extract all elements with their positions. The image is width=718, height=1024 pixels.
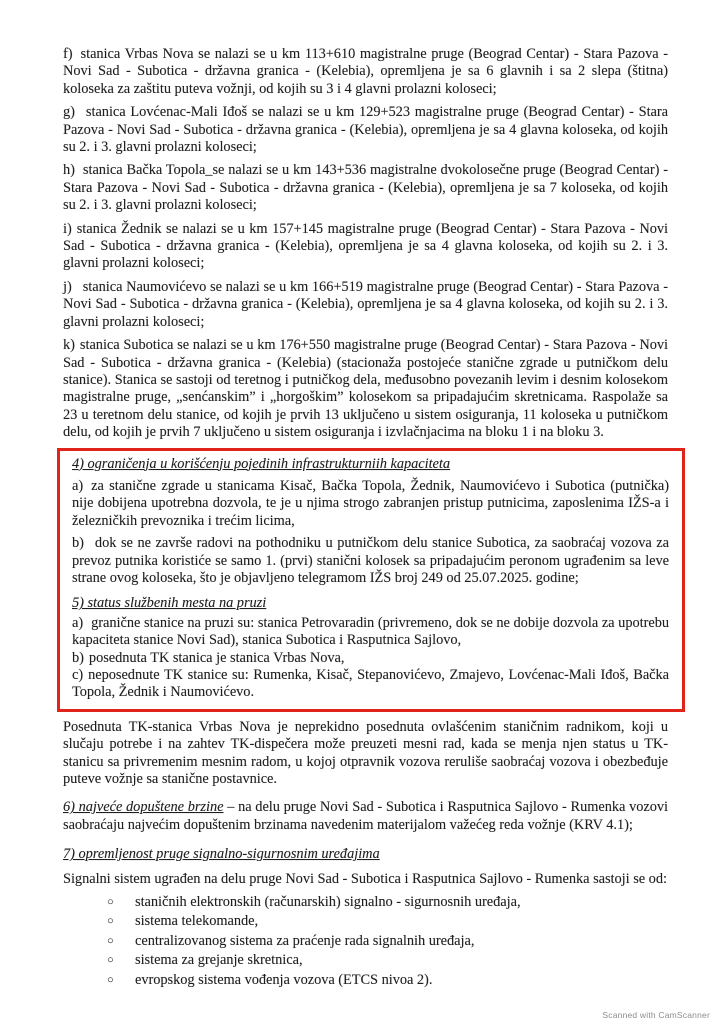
list-item-text: staničnih elektronskih (računarskih) signalno - sigurnosnih uređaja,	[135, 894, 521, 911]
item-label: a)	[72, 477, 84, 494]
camscanner-watermark: Scanned with CamScanner	[602, 1010, 710, 1020]
list-item-text: evropskog sistema vođenja vozova (ETCS nivoa 2).	[135, 971, 433, 988]
section4-item-a	[72, 478, 669, 530]
list-item	[107, 933, 668, 950]
section5-item-b	[72, 650, 669, 667]
list-item	[107, 894, 668, 911]
circle-bullet-icon: ○	[107, 896, 114, 909]
item-label: k)	[63, 337, 75, 354]
station-paragraph-text: stanica Naumovićevo se nalazi se u km 166+519 magistralne pruge (Beograd Centar) - Stara Pazova - Novi Sad - Subotica - državna granica - (Kelebia), opremljena je sa 4 glavna koloseka, od kojih su 2. i 3. glavni prolazni koloseci;	[63, 278, 668, 330]
section4-item-b	[72, 535, 669, 587]
station-paragraph-text: stanica Žednik se nalazi se u km 157+145 magistralne pruge (Beograd Centar) - Stara Pazova - Novi Sad - Subotica - državna granica - (Kelebia), opremljena je sa 4 glavna koloseka, od kojih su 2. i 3. glavni prolazni koloseci;	[63, 220, 668, 272]
section6-text: – na delu pruge Novi Sad - Subotica i Rasputnica Sajlovo - Rumenka vozovi saobraćaju najvećim dopuštenim brzinama navedenim materijalom važećeg reda vožnje (KRV 4.1);	[63, 799, 668, 833]
station-paragraph-g	[63, 104, 668, 156]
station-paragraph-i	[63, 221, 668, 273]
signal-system-list	[63, 894, 668, 989]
list-item	[107, 952, 668, 969]
item-label: f)	[63, 46, 73, 62]
circle-bullet-icon: ○	[107, 934, 114, 947]
circle-bullet-icon: ○	[107, 915, 114, 928]
circle-bullet-icon: ○	[107, 973, 114, 986]
station-paragraph-text: stanica Lovćenac-Mali Iđoš se nalazi se u km 129+523 magistralne pruge (Beograd Centar) - Stara Pazova - Novi Sad - Subotica - državna granica - (Kelebia), opremljena je sa 4 glavna koloseka, od kojih su 2. i 3. glavni prolazni koloseci;	[63, 104, 668, 156]
section5-heading: 5) status službenih mesta na pruzi	[72, 595, 267, 612]
section6-heading: 6) najveće dopuštene brzine	[63, 799, 224, 816]
item-label: b)	[72, 535, 84, 552]
red-highlight-box	[57, 448, 685, 712]
section5-item-text: neposednute TK stanice su: Rumenka, Kisač, Stepanovićevo, Zmajevo, Lovćenac-Mali Iđoš, Bačka Topola, Žednik i Naumovićevo.	[72, 667, 669, 701]
station-paragraph-h	[63, 162, 668, 214]
list-item-text: centralizovanog sistema za praćenje rada signalnih uređaja,	[135, 932, 475, 949]
list-item-text: sistema telekomande,	[135, 913, 259, 930]
item-label: i)	[63, 220, 72, 237]
station-paragraph-k	[63, 337, 668, 441]
tk-station-paragraph: Posednuta TK-stanica Vrbas Nova je neprekidno posednuta ovlašćenim staničnim radnikom, koji u slučaju potrebe i na zahtev TK-dispečera može preuzeti mesni rad, kada se menja njen status u TK-stanicu sa privremenim mesnim radom, u kojoj otpravnik vozova reruliše saobraćaj vozova i obezbeđuje puteve vožnje sa stanične postavnice.	[63, 718, 668, 788]
list-item-text: sistema za grejanje skretnica,	[135, 952, 303, 969]
station-paragraph-text: stanica Subotica se nalazi se u km 176+550 magistralne pruge (Beograd Centar) - Stara Pazova - Novi Sad - Subotica - državna granica - (Kelebia) (stacionaža postojeće stanične zgrade u putničkom delu stanice). Stanica se sastoji od teretnog i putničkog dela, međusobno povezanih levim i desnim kolosekom magistralne pruge, „senćanskim” i „horgoškim” kolosekom sa pripadajućim skretnicama. Raspolaže sa 23 u teretnom delu stanice, od kojih je prvih 13 uključeno u sistem osiguranja, 11 koloseka u putničkom delu, od kojih je prvih 7 uključeno u sistem osiguranja i izvlačnjacima na bloku 1 i na bloku 3.	[63, 337, 668, 441]
item-label: g)	[63, 104, 75, 121]
item-label: j)	[63, 278, 72, 295]
section4-heading: 4) ograničenja u korišćenju pojedinih infrastrukturniih kapaciteta	[72, 455, 451, 472]
station-paragraph-j	[63, 279, 668, 331]
item-label: b)	[72, 649, 84, 666]
item-label: h)	[63, 162, 75, 179]
section4-item-text: za stanične zgrade u stanicama Kisač, Bačka Topola, Žednik, Naumovićevo i Subotica (putnička) nije dobijena upotrebna dozvola, te je u njima strogo zabranjen pristup putnicima, zaposlenima IŽS-a i železničkih prevoznika i trećim licima,	[72, 477, 669, 529]
section6-paragraph	[63, 799, 668, 834]
section5-item-a	[72, 615, 669, 650]
circle-bullet-icon: ○	[107, 954, 114, 967]
station-paragraph-text: stanica Bačka Topola_se nalazi se u km 143+536 magistralne dvokolosečne pruge (Beograd Centar) - Stara Pazova - Novi Sad - Subotica - državna granica - (Kelebia), opremljena je sa 7 koloseka, od kojih su 2. i 3. glavni prolazni koloseci;	[63, 162, 668, 214]
section7-heading: 7) opremljenost pruge signalno-sigurnosnim uređajima	[63, 846, 380, 863]
station-paragraph-f	[63, 46, 668, 98]
section5-item-text: posednuta TK stanica je stanica Vrbas Nova,	[88, 649, 345, 666]
section4-item-text: dok se ne završe radovi na pothodniku u putničkom delu stanice Subotica, za saobraćaj vozova za prevoz putnika koristiće se samo 1. (prvi) stanični kolosek sa pripadajućim peronom ugrađenim sa leve strane ovog koloseka, što je objavljeno telegramom IŽS broj 249 od 25.07.2025. godine;	[72, 535, 669, 586]
item-label: c)	[72, 667, 84, 683]
item-label: a)	[72, 614, 84, 631]
section7-intro: Signalni sistem ugrađen na delu pruge Novi Sad - Subotica i Rasputnica Sajlovo - Rumenka sastoji se od:	[63, 870, 667, 887]
list-item	[107, 913, 668, 930]
list-item	[107, 972, 668, 989]
section5-item-text: granične stanice na pruzi su: stanica Petrovaradin (privremeno, dok se ne dobije dozvola za upotrebu kapaciteta stanice Novi Sad), stanica Subotica i Rasputnica Sajlovo,	[72, 614, 669, 649]
station-paragraph-text: stanica Vrbas Nova se nalazi se u km 113+610 magistralne pruge (Beograd Centar) - Stara Pazova - Novi Sad - Subotica - državna granica - (Kelebia), opremljena je sa 6 glavnih i sa 2 slepa (štitna) koloseka za zaštitu puteva vožnji, od kojih su 3 i 4 glavni prolazni koloseci;	[63, 46, 668, 97]
section5-item-c	[72, 667, 669, 702]
